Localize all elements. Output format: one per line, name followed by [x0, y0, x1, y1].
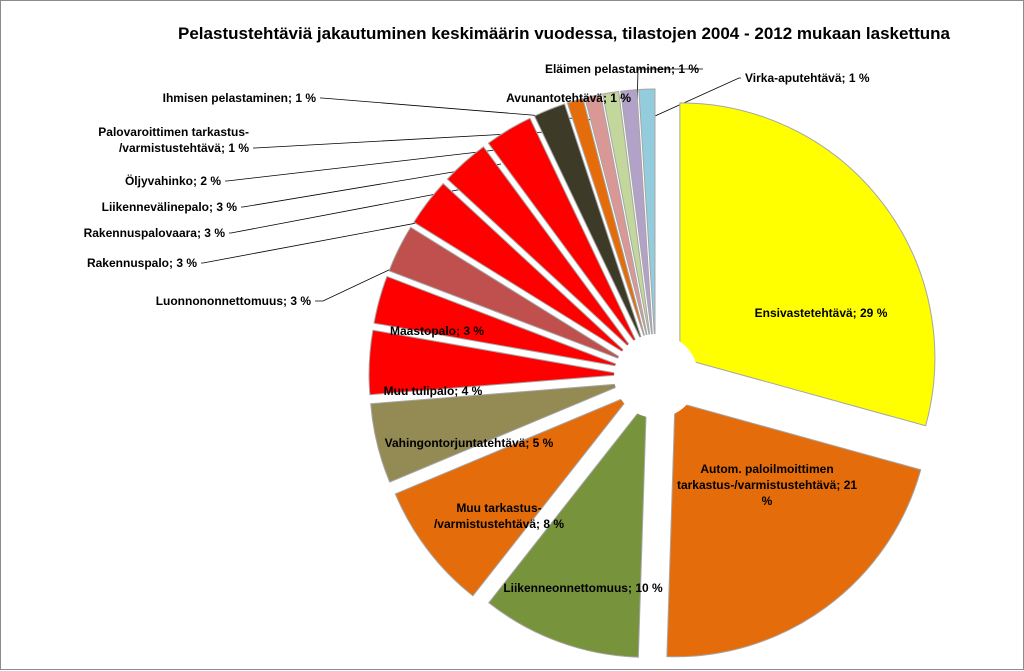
slice-label-7 [390, 324, 484, 338]
slice-label-line: Muu tarkastus- [456, 501, 542, 515]
slice-label-line: Vahingontorjuntatehtävä; 5 % [384, 436, 554, 450]
slice-label-line: Öljyvahinko; 2 % [124, 174, 221, 188]
slice-label-12 [125, 173, 221, 188]
chart-title: Pelastustehtäviä jakautuminen keskimäärin vuodessa, tilastojen 2004 - 2012 mukaan laskettuna [178, 24, 950, 43]
slice-label-line: /varmistustehtävä; 1 % [118, 141, 249, 155]
slice-label-8 [156, 294, 312, 308]
slice-label-5 [385, 436, 554, 450]
slice-label-line: Muu tulipalo; 4 % [383, 384, 483, 398]
slice-label-6 [384, 384, 483, 398]
pie-slice-2 [667, 402, 921, 657]
slice-label-line: Maastopalo; 3 % [389, 324, 485, 338]
slice-label-line: Ihmisen pelastaminen; 1 % [162, 91, 316, 105]
slice-label-line: Rakennuspalovaara; 3 % [83, 226, 225, 240]
pie-chart [1, 1, 1024, 671]
slice-label-line: Virka-aputehtävä; 1 % [745, 71, 870, 85]
slice-label-3 [503, 581, 663, 595]
slice-label-line: /varmistustehtävä; 8 % [433, 517, 565, 531]
slice-label-line: Ensivastetehtävä; 29 % [754, 306, 888, 320]
slice-label-line: Liikenneonnettomuus; 10 % [503, 581, 663, 595]
pie-slice-1 [680, 103, 935, 426]
slice-label-line: Autom. paloilmoittimen [700, 462, 834, 476]
slice-label-line: Eläimen pelastaminen; 1 % [544, 62, 699, 76]
slice-label-line: Avunantotehtävä; 1 % [506, 91, 631, 105]
slice-label-10 [84, 226, 226, 240]
slice-label-9 [87, 256, 197, 270]
slice-label-14 [163, 91, 317, 105]
slice-label-line: % [761, 494, 773, 508]
slice-label-16 [545, 62, 699, 76]
slice-label-15 [506, 91, 631, 105]
slice-label-11 [102, 200, 238, 214]
slice-label-line: Palovaroittimen tarkastus- [98, 125, 249, 139]
slice-label-17 [745, 71, 870, 85]
slice-label-line: tarkastus-/varmistustehtävä; 21 [676, 478, 858, 492]
slice-label-line: Liikennevälinepalo; 3 % [101, 200, 237, 214]
slice-label-line: Rakennuspalo; 3 % [86, 256, 197, 270]
slice-label-line: Luonnononnettomuus; 3 % [155, 294, 311, 308]
pie-slices [369, 89, 935, 657]
slice-label-13 [98, 125, 249, 155]
pie-center-gap [614, 334, 698, 418]
slice-label-1 [755, 306, 888, 320]
